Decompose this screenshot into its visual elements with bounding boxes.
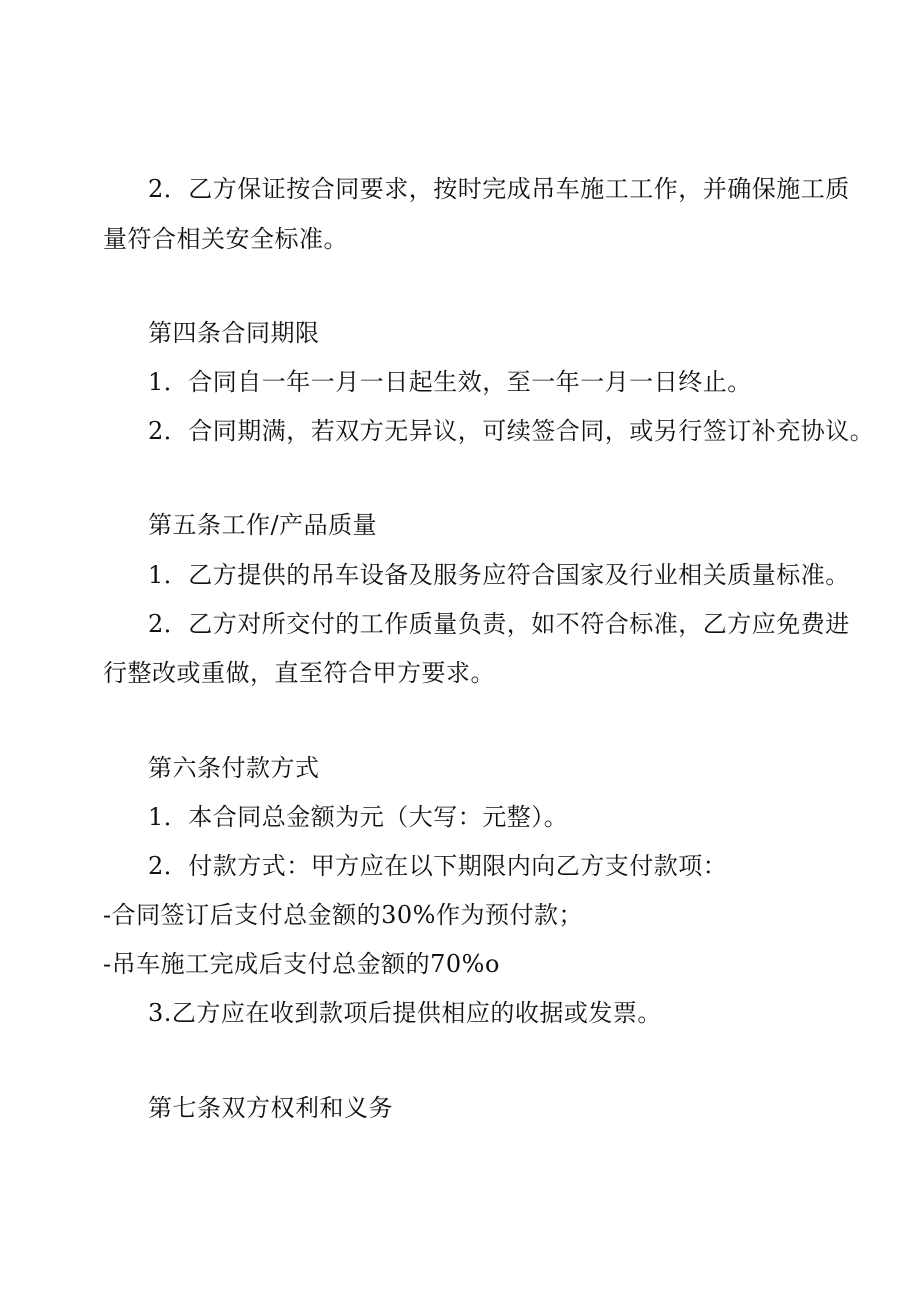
heading-article-7: 第七条双方权利和义务	[148, 1094, 393, 1122]
heading-article-6: 第六条付款方式	[148, 754, 320, 782]
clause-6-item-1: 1．本合同总金额为元（大写：元整）。	[148, 803, 569, 831]
clause-5-item-2-line-2: 行整改或重做，直至符合甲方要求。	[103, 659, 495, 687]
clause-5-item-2-line-1: 2．乙方对所交付的工作质量负责，如不符合标准，乙方应免费进	[148, 610, 850, 638]
clause-6-item-3: 3.乙方应在收到款项后提供相应的收据或发票。	[148, 999, 662, 1027]
heading-article-5: 第五条工作/产品质量	[148, 511, 378, 539]
clause-6-item-2-sub-2: -吊车施工完成后支付总金额的70%o	[103, 950, 500, 978]
clause-4-item-2: 2．合同期满，若双方无异议，可续签合同，或另行签订补充协议。	[148, 417, 875, 445]
clause-6-item-2-sub-1: -合同签订后支付总金额的30%作为预付款；	[103, 901, 583, 929]
clause-5-item-1: 1．乙方提供的吊车设备及服务应符合国家及行业相关质量标准。	[148, 561, 850, 589]
clause-4-item-1: 1．合同自一年一月一日起生效，至一年一月一日终止。	[148, 368, 752, 396]
clause-3-item-2-line-2: 量符合相关安全标准。	[103, 225, 348, 253]
clause-3-item-2-line-1: 2．乙方保证按合同要求，按时完成吊车施工工作，并确保施工质	[148, 175, 850, 203]
clause-6-item-2: 2．付款方式：甲方应在以下期限内向乙方支付款项：	[148, 852, 728, 880]
heading-article-4: 第四条合同期限	[148, 319, 320, 347]
